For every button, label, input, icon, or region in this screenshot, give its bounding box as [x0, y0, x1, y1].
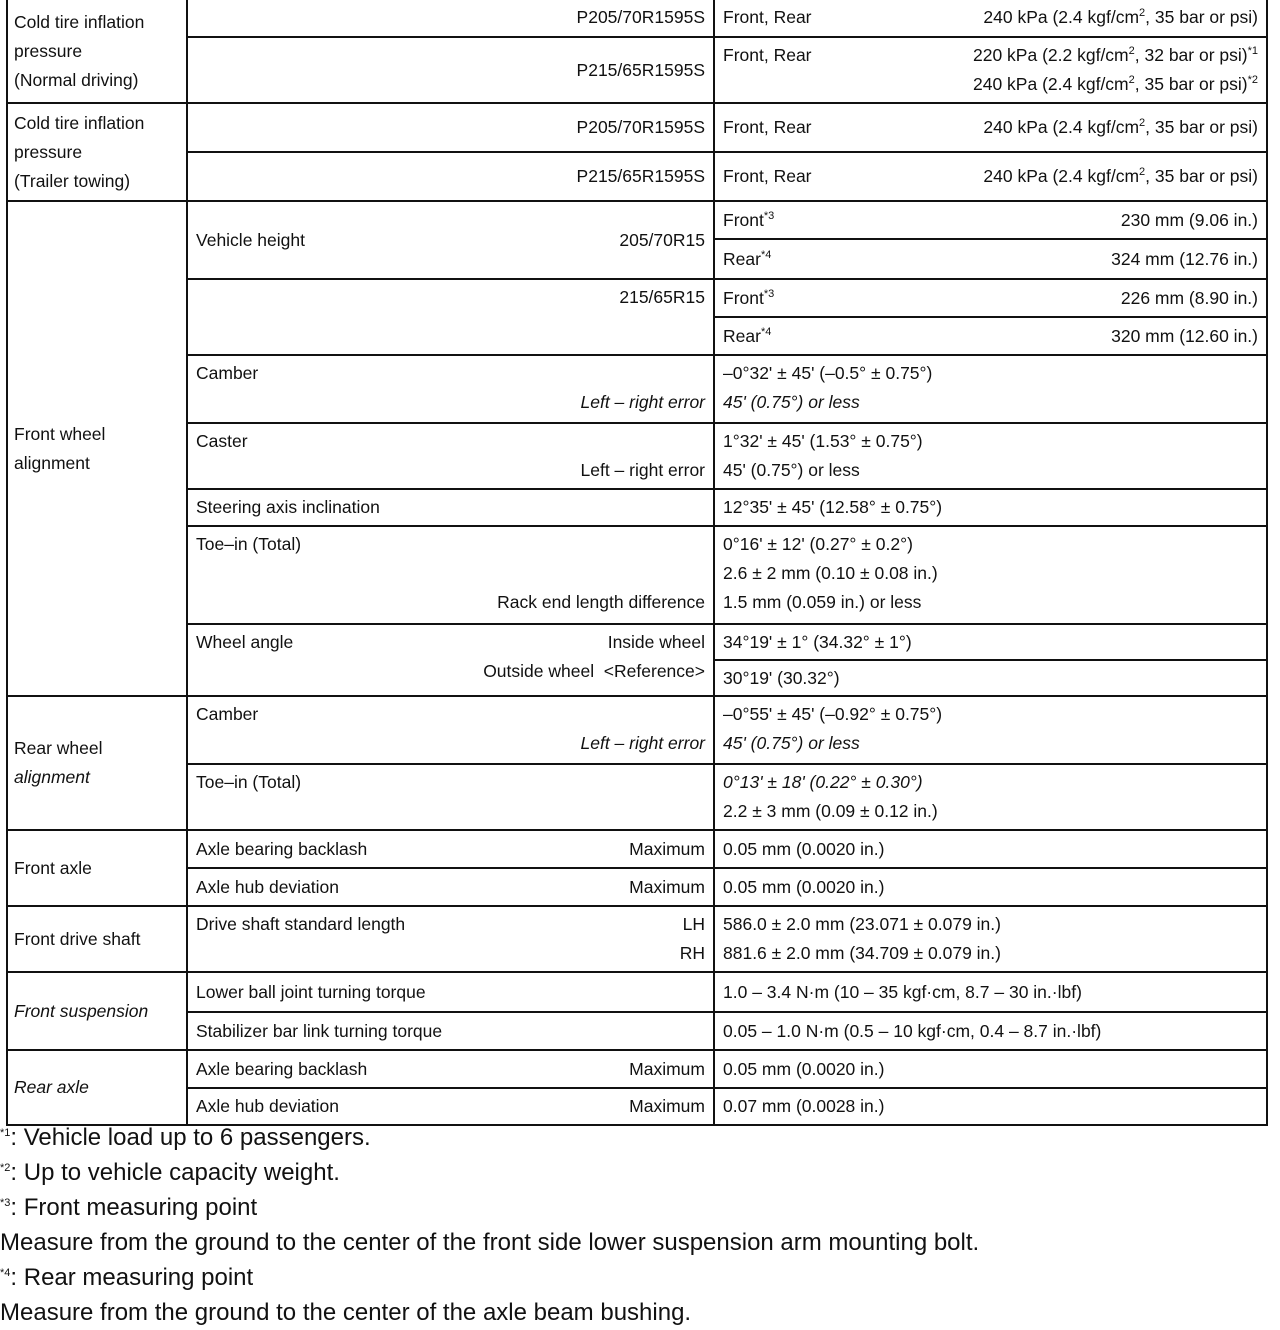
position-label: Front, Rear: [723, 117, 812, 137]
spec-value: 1.0 – 3.4 N·m (10 – 35 kgf·cm, 8.7 – 30 in.·lbf): [723, 981, 1082, 1002]
value-line: [715, 202, 1266, 240]
value-line: [715, 280, 1266, 318]
table-row: [7, 0, 1267, 37]
tire-size: P215/65R1595S: [576, 166, 705, 186]
sub-line: [196, 835, 705, 864]
value-cell: [714, 1050, 1267, 1088]
value-line: [723, 661, 1258, 695]
footnote-text: : Front measuring point: [10, 1194, 258, 1221]
pressure-text: 240 kPa (2.4 kgf/cm: [973, 74, 1129, 94]
pressure-text-tail: , 35 bar or psi): [1145, 7, 1258, 27]
spec-value: 12°35' ± 45' (12.58° ± 0.75°): [723, 497, 943, 517]
axle-item-cell: [187, 1050, 714, 1088]
item-sublabel: Left – right error: [580, 733, 705, 753]
pressure-value: [983, 162, 1258, 191]
category-label: Cold tire inflation: [14, 112, 145, 133]
spec-value: 0.07 mm (0.0028 in.): [723, 1096, 885, 1116]
item-label: Toe–in (Total): [196, 534, 302, 554]
spec-value: 1.5 mm (0.059 in.) or less: [723, 592, 922, 612]
category-label: pressure: [14, 40, 83, 61]
value-line: [715, 625, 1266, 661]
table-row: [7, 279, 1267, 355]
tire-size: 205/70R15: [619, 229, 705, 250]
item-label: Drive shaft standard length: [196, 914, 406, 934]
position-label: [723, 280, 774, 316]
spec-value: –0°55' ± 45' (–0.92° ± 0.75°): [723, 704, 943, 724]
category-label: Rear axle: [14, 1077, 89, 1097]
item-label: Axle hub deviation: [196, 1096, 340, 1116]
position-text: Front: [723, 288, 764, 308]
tire-size-cell: [187, 279, 714, 355]
category-front-drive-shaft: [7, 906, 187, 972]
value-cell: [714, 624, 1267, 696]
footnote-4: [0, 1260, 1280, 1295]
position-label: Front, Rear: [723, 45, 812, 65]
pressure-value: [983, 3, 1258, 32]
category-cold-trailer: [7, 103, 187, 201]
value-cell: [714, 0, 1267, 37]
value-line: [723, 3, 1258, 32]
height-value: 226 mm (8.90 in.): [1120, 288, 1258, 308]
sub-line: [196, 226, 705, 255]
footnote-2: [0, 1155, 1280, 1190]
item-label: Vehicle height: [196, 229, 305, 250]
pressure-value: [973, 41, 1258, 70]
position-label: Front, Rear: [723, 166, 812, 186]
category-label: (Normal driving): [14, 69, 139, 90]
pressure-text: 220 kPa (2.2 kgf/cm: [973, 45, 1129, 65]
spec-value: 45' (0.75°) or less: [723, 460, 860, 480]
table-row: [7, 355, 1267, 423]
item-label: Caster: [196, 431, 248, 451]
footnote-text: : Vehicle load up to 6 passengers.: [10, 1124, 371, 1151]
footnote-mark: *3: [0, 1197, 11, 1209]
position-label: [723, 240, 771, 278]
specification-table: [6, 0, 1268, 1126]
spec-value: 0°13' ± 18' (0.22° ± 0.30°): [723, 772, 923, 792]
footnote-mark: *1: [1247, 45, 1258, 58]
pressure-text-tail: , 35 bar or psi): [1145, 117, 1258, 137]
tire-size: P215/65R1595S: [576, 59, 705, 80]
spec-value: 0.05 – 1.0 N·m (0.5 – 10 kgf·cm, 0.4 – 8.7 in.·lbf): [723, 1020, 1102, 1041]
category-front-wheel: [7, 201, 187, 696]
wheel-angle-cell: [187, 624, 714, 696]
value-cell: [714, 868, 1267, 906]
spec-value: 45' (0.75°) or less: [723, 733, 860, 753]
drive-shaft-cell: [187, 906, 714, 972]
tire-size: 215/65R15: [619, 287, 705, 307]
superscript: 2: [1139, 117, 1146, 130]
axle-item-cell: [187, 868, 714, 906]
value-line: [723, 41, 1258, 70]
value-cell: [714, 103, 1267, 152]
category-label: Front drive shaft: [14, 928, 141, 949]
axle-item-cell: [187, 830, 714, 868]
footnote-mark: *4: [760, 326, 772, 339]
value-line: [723, 113, 1258, 142]
value-cell: [714, 489, 1267, 526]
category-label: Front axle: [14, 857, 92, 878]
value-cell: [714, 279, 1267, 355]
category-label: (Trailer towing): [14, 170, 131, 191]
item-sublabel: Outside wheel <Reference>: [483, 661, 705, 681]
spec-value: 30°19' (30.32°): [723, 668, 840, 688]
footnote-mark: *4: [760, 249, 772, 262]
suspension-item-cell: [187, 1012, 714, 1050]
category-label: Rear wheel: [14, 738, 103, 758]
footnote-mark: *1: [0, 1127, 11, 1139]
category-label: Front suspension: [14, 1000, 149, 1021]
spec-value: 2.2 ± 3 mm (0.09 ± 0.12 in.): [723, 801, 938, 821]
table-row: [7, 489, 1267, 526]
table-row: [7, 906, 1267, 972]
value-line: [723, 240, 1258, 278]
item-label: Toe–in (Total): [196, 772, 302, 792]
tire-size-cell: [187, 37, 714, 103]
spec-value: –0°32' ± 45' (–0.5° ± 0.75°): [723, 363, 933, 383]
value-cell: [714, 355, 1267, 423]
position-text: Rear: [723, 249, 761, 269]
tire-size-cell: [187, 103, 714, 152]
pressure-text: 240 kPa (2.4 kgf/cm: [983, 7, 1140, 27]
pressure-value: [983, 113, 1258, 142]
tire-size-cell: [187, 0, 714, 37]
sub-line: [196, 910, 705, 939]
category-label: alignment: [14, 767, 90, 787]
position-label: Front, Rear: [723, 7, 812, 27]
spec-value: 0.05 mm (0.0020 in.): [723, 838, 885, 859]
item-sublabel: Rack end length difference: [497, 592, 705, 612]
item-sublabel: Maximum: [629, 1058, 705, 1079]
item-label: Axle hub deviation: [196, 876, 340, 897]
spec-value: 1°32' ± 45' (1.53° ± 0.75°): [723, 431, 923, 451]
value-cell: [714, 37, 1267, 103]
pressure-value: [973, 70, 1258, 99]
toe-in-cell: [187, 764, 714, 830]
height-value: 320 mm (12.60 in.): [1111, 326, 1258, 346]
table-row: [7, 152, 1267, 201]
table-row: [7, 201, 1267, 279]
value-cell: [714, 830, 1267, 868]
footnote-text: : Rear measuring point: [10, 1264, 254, 1291]
table-row: [7, 830, 1267, 868]
spec-value: 586.0 ± 2.0 mm (23.071 ± 0.079 in.): [723, 914, 1001, 934]
table-row: [7, 868, 1267, 906]
position-label: [723, 318, 771, 354]
tire-size: P205/70R1595S: [576, 7, 705, 27]
sub-line: [196, 1055, 705, 1084]
spec-value: 0°16' ± 12' (0.27° ± 0.2°): [723, 534, 913, 554]
table-row: [7, 423, 1267, 489]
sub-line: [196, 1092, 705, 1121]
camber-cell: [187, 696, 714, 764]
caster-cell: [187, 423, 714, 489]
category-front-suspension: [7, 972, 187, 1050]
item-label: Axle bearing backlash: [196, 838, 368, 859]
value-line: [723, 70, 1258, 99]
category-label: pressure: [14, 141, 83, 162]
position-text: Rear: [723, 326, 761, 346]
tire-size-cell: [187, 152, 714, 201]
footnote-mark: *4: [0, 1267, 11, 1279]
item-sublabel: Maximum: [629, 1096, 705, 1116]
superscript: 2: [1139, 7, 1146, 20]
category-label: Cold tire inflation: [14, 11, 145, 32]
footnote-3: [0, 1190, 1280, 1225]
value-cell: [714, 972, 1267, 1012]
value-line: [723, 162, 1258, 191]
superscript: 2: [1128, 45, 1135, 58]
item-sublabel: LH: [682, 914, 705, 934]
item-label: Stabilizer bar link turning torque: [196, 1020, 443, 1041]
spec-value: 2.6 ± 2 mm (0.10 ± 0.08 in.): [723, 563, 938, 583]
item-sublabel: Inside wheel: [607, 632, 705, 652]
pressure-text: 240 kPa (2.4 kgf/cm: [983, 166, 1140, 186]
suspension-item-cell: [187, 972, 714, 1012]
steering-axis-cell: [187, 489, 714, 526]
vehicle-height-cell: [187, 201, 714, 279]
footnote-mark: *2: [1247, 74, 1258, 87]
category-label: Front wheel: [14, 423, 106, 444]
superscript: 2: [1128, 74, 1135, 87]
table-row: [7, 526, 1267, 624]
footnote-3-description: Measure from the ground to the center of the front side lower suspension arm mounting bolt.: [0, 1229, 980, 1256]
item-sublabel: Maximum: [629, 838, 705, 859]
spec-value: 881.6 ± 2.0 mm (34.709 ± 0.079 in.): [723, 943, 1001, 963]
item-sublabel: Left – right error: [580, 460, 705, 480]
position-text: Front: [723, 210, 764, 230]
value-line: [723, 318, 1258, 354]
tire-size: P205/70R1595S: [576, 117, 705, 137]
category-rear-axle: [7, 1050, 187, 1125]
position-label: [723, 202, 774, 238]
spec-value: 45' (0.75°) or less: [723, 392, 860, 412]
value-cell: [714, 1012, 1267, 1050]
footnotes: [0, 1120, 1280, 1330]
value-cell: [714, 906, 1267, 972]
spec-value: 0.05 mm (0.0020 in.): [723, 876, 885, 897]
sub-line: [196, 873, 705, 902]
footnote-4-description: Measure from the ground to the center of the axle beam bushing.: [0, 1299, 692, 1326]
category-front-axle: [7, 830, 187, 906]
table-row: [7, 624, 1267, 696]
item-sublabel: Left – right error: [580, 392, 705, 412]
value-cell: [714, 696, 1267, 764]
item-sublabel: Maximum: [629, 876, 705, 897]
footnote-mark: *3: [763, 288, 775, 301]
table-row: [7, 103, 1267, 152]
value-cell: [714, 152, 1267, 201]
table-row: [7, 37, 1267, 103]
category-label: alignment: [14, 452, 90, 473]
spec-value: 0.05 mm (0.0020 in.): [723, 1058, 885, 1079]
item-label: Camber: [196, 704, 259, 724]
footnote-text: : Up to vehicle capacity weight.: [10, 1159, 340, 1186]
item-label: Camber: [196, 363, 259, 383]
pressure-text-tail: , 35 bar or psi): [1145, 166, 1258, 186]
camber-cell: [187, 355, 714, 423]
footnote-1: [0, 1120, 1280, 1155]
item-label: Lower ball joint turning torque: [196, 981, 426, 1002]
footnote-mark: *2: [0, 1162, 11, 1174]
item-label: Steering axis inclination: [196, 497, 380, 517]
table-row: [7, 696, 1267, 764]
table-row: [7, 1050, 1267, 1088]
height-value: 230 mm (9.06 in.): [1120, 210, 1258, 230]
value-cell: [714, 764, 1267, 830]
item-sublabel: RH: [679, 943, 705, 963]
spec-value: 34°19' ± 1° (34.32° ± 1°): [723, 632, 912, 652]
table-row: [7, 972, 1267, 1012]
value-cell: [714, 526, 1267, 624]
pressure-text-tail: , 35 bar or psi): [1134, 74, 1248, 94]
footnote-mark: *3: [763, 210, 775, 223]
pressure-text: 240 kPa (2.4 kgf/cm: [983, 117, 1140, 137]
value-cell: [714, 201, 1267, 279]
item-label: Wheel angle: [196, 632, 294, 652]
pressure-text-tail: , 32 bar or psi): [1134, 45, 1248, 65]
sub-line: [196, 628, 705, 657]
category-rear-wheel: [7, 696, 187, 830]
superscript: 2: [1139, 166, 1146, 179]
table-row: [7, 1012, 1267, 1050]
height-value: 324 mm (12.76 in.): [1111, 249, 1258, 269]
category-cold-normal: [7, 0, 187, 103]
value-cell: [714, 423, 1267, 489]
item-label: Axle bearing backlash: [196, 1058, 368, 1079]
toe-in-cell: [187, 526, 714, 624]
table-row: [7, 764, 1267, 830]
